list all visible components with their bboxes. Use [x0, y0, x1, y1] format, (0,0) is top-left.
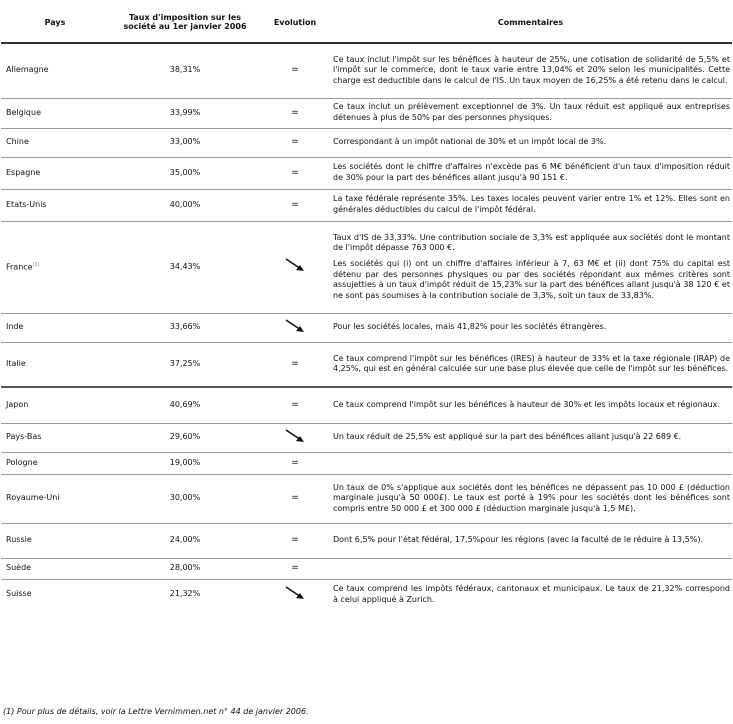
- evolution-equal: =: [261, 342, 329, 387]
- rate-cell: 33,99%: [109, 98, 261, 128]
- country-cell: [1, 43, 109, 98]
- comment-cell: [329, 579, 732, 610]
- rate-cell: 33,00%: [109, 128, 261, 157]
- comment-cell: [329, 558, 732, 579]
- arrow-down-right-icon: [284, 428, 306, 444]
- comment-cell: [329, 157, 732, 189]
- footnote: (1) Pour plus de détails, voir la Lettre Vernimmen.net n° 44 de janvier 2006.: [3, 707, 309, 716]
- country-cell: [1, 221, 109, 313]
- evolution-equal: =: [261, 157, 329, 189]
- comment-paragraph: Ce taux inclut un prélèvement exceptionnel de 3%. Un taux réduit est appliqué aux entreprises détenues à plus de 50% par des personnes physiques.: [333, 102, 730, 122]
- comment-cell: [329, 221, 732, 313]
- country-name: Belgique: [6, 107, 42, 117]
- comment-paragraph: Un taux réduit de 25,5% est appliqué sur la part des bénéfices allant jusqu'à 22 689 €.: [333, 432, 682, 442]
- evolution-equal: =: [261, 558, 329, 579]
- header-evolution: Evolution: [261, 2, 329, 43]
- country-cell: [1, 387, 109, 423]
- rate-cell: 34,43%: [109, 221, 261, 313]
- country-cell: [1, 157, 109, 189]
- country-name: Japon: [6, 399, 29, 409]
- country-name: Suisse: [6, 589, 32, 599]
- country-name: Etats-Unis: [6, 199, 47, 209]
- table-row: [1, 452, 732, 474]
- comment-paragraph: Taux d'IS de 33,33%. Une contribution sociale de 3,3% est appliquée aux sociétés dont le montant de l'impôt dépasse 763 000 €.: [333, 232, 730, 253]
- evolution-equal: =: [291, 65, 299, 76]
- country-cell: [1, 579, 109, 610]
- arrow-down-right-icon: [284, 257, 306, 273]
- rate-cell: 19,00%: [109, 452, 261, 474]
- rate-cell: 40,00%: [109, 189, 261, 221]
- comment-paragraph: Un taux de 0% s'applique aux sociétés dont les bénéfices ne dépassent pas 10 000 £ (déduction marginale jusqu'à 50 000£). Le taux est porté à 19% pour les sociétés dont les bénéfices sont compris entre 50 000 £ et 300 000 £ (déduction marginale jusqu'à 1,5 M£).: [333, 482, 730, 513]
- country-name: Suède: [6, 563, 32, 573]
- country-name: France: [6, 263, 33, 273]
- comment-cell: [329, 98, 732, 128]
- arrow-down-right-icon: [284, 585, 306, 601]
- table-row: [1, 558, 732, 579]
- comment-cell: [329, 423, 732, 452]
- country-name: Pologne: [6, 457, 38, 467]
- table-row: [1, 98, 732, 128]
- country-cell: [1, 474, 109, 523]
- country-cell: [1, 98, 109, 128]
- rate-cell: 21,32%: [109, 579, 261, 610]
- country-cell: [1, 128, 109, 157]
- evolution-equal: =: [261, 128, 329, 157]
- comment-paragraph: La taxe fédérale représente 35%. Les taxes locales peuvent varier entre 1% et 12%. Elles sont en générales déductibles du calcul de l'impôt fédéral.: [333, 194, 730, 214]
- country-name: Royaume-Uni: [6, 493, 60, 503]
- country-name: Espagne: [6, 167, 41, 177]
- comment-paragraph: Ce taux comprend l'impôt sur les bénéfices (IRES) à hauteur de 33% et la taxe régionale (IRAP) de 4,25%, qui est en général calculée sur une base plus élevée que celle de l'impôt sur les bénéfices.: [333, 353, 730, 374]
- country-name: Pays-Bas: [6, 432, 42, 442]
- header-country: Pays: [1, 2, 109, 43]
- comment-paragraph: Ce taux inclut l'impôt sur les bénéfices à hauteur de 25%, une cotisation de solidarité de 5,5% et l'impôt sur le commerce, dont le taux varie entre 13,04% et 20% selon les municipalités. Cette charge est deductible dans le calcul de l'IS. Un taux moyen de 16,25% a été retenu dans le calcul.: [333, 54, 730, 86]
- rate-cell: 29,60%: [109, 423, 261, 452]
- comment-cell: [329, 43, 732, 98]
- table-row: [1, 128, 732, 157]
- table-row: [1, 423, 732, 452]
- footnote-marker: (1): [32, 262, 40, 269]
- comment-paragraph: Les sociétés qui (i) ont un chiffre d'affaires inférieur à 7, 63 M€ et (ii) dont 75% du capital est détenu par des personnes physiques ou par des sociétés répondant aux mêmes critères sont assujetties à un taux d'impôt réduit de 15,23% sur la part des bénéfices allant jusqu'à 38 120 € et ne sont pas soumises à la contribution sociale de 3,3%, soit un taux de 33,83%.: [333, 258, 730, 300]
- evolution-equal: =: [261, 387, 329, 423]
- evolution-cell: [261, 221, 329, 313]
- country-cell: [1, 452, 109, 474]
- comment-cell: [329, 452, 732, 474]
- country-cell: [1, 313, 109, 342]
- table-row: [1, 43, 732, 98]
- rate-cell: 24,00%: [109, 523, 261, 558]
- country-cell: [1, 558, 109, 579]
- country-cell: [1, 423, 109, 452]
- tax-rate-table: [1, 2, 732, 610]
- table-body: [1, 43, 732, 610]
- rate-cell: 37,25%: [109, 342, 261, 387]
- comment-paragraph: Pour les sociétés locales, mais 41,82% pour les sociétés étrangères.: [333, 322, 607, 332]
- country-name: Russie: [6, 535, 32, 545]
- comment-cell: [329, 387, 732, 423]
- comment-paragraph: Les sociétés dont le chiffre d'affaires n'excède pas 6 M€ bénéficient d'un taux d'imposition réduit de 30% pour la part des bénéfices allant jusqu'à 90 151 €.: [333, 162, 730, 182]
- country-name: Inde: [6, 322, 24, 332]
- country-name: Allemagne: [6, 65, 49, 75]
- table-row: [1, 342, 732, 387]
- rate-cell: 40,69%: [109, 387, 261, 423]
- evolution-equal: =: [261, 474, 329, 523]
- evolution-equal: =: [261, 452, 329, 474]
- country-cell: [1, 523, 109, 558]
- evolution-equal: =: [261, 189, 329, 221]
- header-rate: Taux d'imposition sur les société au 1er janvier 2006: [109, 2, 261, 43]
- evolution-cell: [261, 579, 329, 610]
- comment-cell: [329, 128, 732, 157]
- table-header-row: [1, 2, 732, 43]
- evolution-equal: =: [261, 523, 329, 558]
- comment-paragraph: Dont 6,5% pour l'état fédéral, 17,5%pour les régions (avec la faculté de le réduire à 13,5%).: [333, 535, 704, 545]
- comment-paragraph: Correspondant à un impôt national de 30% et un impôt local de 3%.: [333, 137, 607, 147]
- country-name: Italie: [6, 358, 26, 368]
- arrow-down-right-icon: [284, 318, 306, 334]
- comment-paragraph: Ce taux comprend les impôts fédéraux, cantonaux et municipaux. Le taux de 21,32% correspond à celui appliqué à Zurich.: [333, 584, 730, 604]
- table-row: [1, 189, 732, 221]
- rate-cell: 33,66%: [109, 313, 261, 342]
- country-cell: [1, 189, 109, 221]
- table-row: [1, 474, 732, 523]
- comment-cell: [329, 474, 732, 523]
- header-comments: Commentaires: [329, 2, 732, 43]
- comment-cell: [329, 523, 732, 558]
- country-name: Chine: [6, 137, 29, 147]
- table-row: [1, 387, 732, 423]
- table-row: [1, 579, 732, 610]
- rate-cell: 35,00%: [109, 157, 261, 189]
- table-row: [1, 221, 732, 313]
- rate-cell: 38,31%: [169, 65, 201, 75]
- country-cell: [1, 342, 109, 387]
- comment-cell: [329, 313, 732, 342]
- evolution-cell: [261, 423, 329, 452]
- table-row: [1, 313, 732, 342]
- rate-cell: 28,00%: [109, 558, 261, 579]
- rate-cell: 30,00%: [109, 474, 261, 523]
- evolution-cell: [261, 313, 329, 342]
- table-row: [1, 157, 732, 189]
- comment-cell: [329, 189, 732, 221]
- evolution-equal: =: [261, 98, 329, 128]
- table-row: [1, 523, 732, 558]
- comment-paragraph: Ce taux comprend l'impôt sur les bénéfices à hauteur de 30% et les impôts locaux et régionaux.: [333, 399, 720, 409]
- comment-cell: [329, 342, 732, 387]
